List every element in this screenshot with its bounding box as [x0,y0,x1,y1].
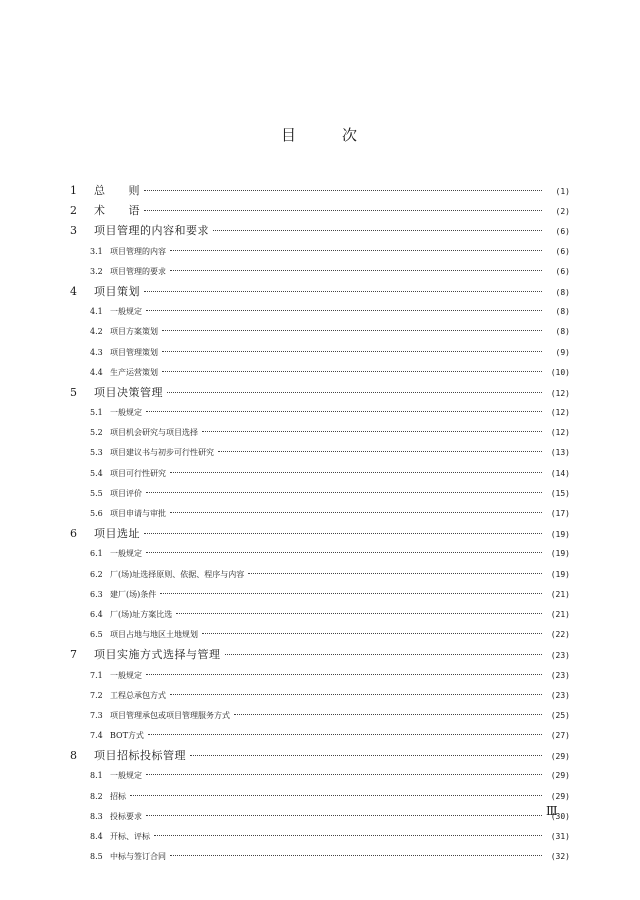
toc-section-row[interactable] [70,484,570,504]
toc-dot-leader [202,633,542,634]
toc-entry-page: (23) [550,651,570,661]
toc-entry-page: (12) [550,388,570,398]
toc-entry-title: 项目管理策划 [110,347,158,357]
toc-entry-title: 一般规定 [110,307,142,317]
toc-entry-number: 3 [70,224,77,238]
toc-entry-title: 项目管理的内容和要求 [94,224,209,238]
toc-dot-leader [202,431,542,432]
toc-entry-title: 项目选址 [94,527,140,541]
toc-entry-number: 6.3 [90,589,103,599]
toc-dot-leader [170,512,542,513]
toc-entry-page: (29) [550,791,570,801]
toc-entry-number: 8.3 [90,811,103,821]
toc-dot-leader [225,654,543,655]
toc-entry-number: 6.1 [90,549,103,559]
toc-entry-title: 生产运营策划 [110,367,158,377]
toc-entry-title: 项目申请与审批 [110,509,166,518]
toc-section-row[interactable] [70,443,570,463]
toc-entry-page: (19) [550,569,570,579]
toc-entry-page: (8) [555,327,570,337]
toc-entry-number: 8 [70,749,77,763]
toc-entry-title: 一般规定 [110,549,142,559]
toc-entry-number: 6.4 [90,609,103,619]
toc-entry-page: (25) [550,710,570,720]
toc-entry-page: (1) [555,187,570,196]
toc-entry-number: 5 [70,385,77,399]
toc-section-row[interactable] [70,565,570,585]
toc-entry-page: (29) [550,752,570,762]
toc-section-row[interactable] [70,807,570,827]
toc-entry-number: 7 [70,648,77,662]
toc-section-row[interactable] [70,726,570,746]
toc-entry-title: 项目建议书与初步可行性研究 [110,448,214,458]
toc-section-row[interactable] [70,847,570,867]
toc-entry-page: (2) [555,207,570,217]
toc-entry-title: 总 则 [94,184,140,197]
toc-section-row[interactable] [70,827,570,847]
toc-section-row[interactable] [70,423,570,443]
toc-section-row[interactable] [70,242,570,262]
toc-dot-leader [170,472,542,473]
toc-entry-page: (13) [550,448,570,458]
toc-entry-title: 项目占地与地区土地规划 [110,630,198,640]
toc-dot-leader [144,190,542,191]
toc-section-row[interactable] [70,766,570,786]
toc-entry-number: 7.2 [90,690,103,700]
toc-entry-title: 厂(场)址方案比选 [110,609,173,619]
toc-entry-number: 5.5 [90,488,103,498]
toc-entry-page: (15) [550,488,570,498]
toc-entry-title: 工程总承包方式 [110,690,166,700]
toc-section-row[interactable] [70,666,570,686]
toc-entry-title: 术 语 [94,204,140,218]
toc-entry-number: 8.1 [90,771,103,781]
toc-entry-page: (8) [555,287,570,297]
toc-entry-number: 4.3 [90,347,103,357]
toc-dot-leader [146,674,542,675]
toc-dot-leader [170,250,542,251]
toc-dot-leader [160,593,542,594]
toc-entry-page: (6) [555,227,570,237]
toc-entry-number: 8.5 [90,852,103,862]
toc-entry-page: (32) [550,852,570,862]
toc-dot-leader [146,310,542,311]
toc-entry-page: (17) [550,509,570,518]
toc-entry-number: 6 [70,527,77,541]
toc-entry-page: (30) [550,811,570,821]
toc-dot-leader [162,371,542,372]
toc-section-row[interactable] [70,605,570,625]
toc-entry-page: (6) [555,266,570,276]
toc-entry-page: (10) [550,367,570,377]
toc-entry-number: 2 [70,204,77,218]
toc-dot-leader [170,270,542,271]
toc-dot-leader [176,613,542,614]
toc-dot-leader [190,755,542,756]
toc-entry-page: (22) [550,630,570,640]
toc-section-row[interactable] [70,544,570,564]
toc-dot-leader [167,392,542,393]
toc-entry-number: 5.4 [90,468,103,478]
toc-section-row[interactable] [70,585,570,605]
toc-entry-title: 一般规定 [110,408,142,418]
toc-chapter-row[interactable] [70,645,570,665]
toc-entry-title: 项目可行性研究 [110,468,166,478]
toc-entry-page: (29) [550,771,570,781]
toc-entry-number: 3.2 [90,266,103,276]
toc-entry-number: 4.4 [90,367,103,377]
toc-dot-leader [170,694,542,695]
toc-entry-number: 5.3 [90,448,103,458]
toc-entry-title: 项目招标投标管理 [94,749,186,763]
toc-entry-title: BOT方式 [110,731,144,741]
toc-dot-leader [162,330,542,331]
toc-entry-title: 项目管理承包或项目管理服务方式 [110,710,230,720]
toc-entry-number: 6.2 [90,569,103,579]
toc-entry-page: (12) [550,408,570,418]
toc-dot-leader [144,291,542,292]
toc-entry-title: 项目策划 [94,284,140,298]
toc-entry-number: 4.2 [90,327,103,337]
title-char-left: 目 [280,126,298,144]
toc-entry-title: 建厂(场)条件 [110,589,157,599]
toc-dot-leader [162,351,542,352]
toc-entry-page: (23) [550,690,570,700]
toc-dot-leader [144,533,542,534]
toc-entry-title: 开标、评标 [110,832,150,841]
toc-entry-title: 项目实施方式选择与管理 [94,648,221,662]
toc-entry-number: 7.4 [90,731,103,741]
toc-chapter-row[interactable] [70,201,570,221]
toc-dot-leader [213,230,542,231]
toc-entry-title: 项目方案策划 [110,327,158,337]
toc-chapter-row[interactable] [70,524,570,544]
toc-section-row[interactable] [70,363,570,383]
title-char-right: 次 [342,126,360,144]
toc-entry-page: (19) [550,549,570,559]
toc-chapter-row[interactable] [70,181,570,201]
toc-entry-number: 1 [70,184,77,197]
toc-dot-leader [130,795,542,796]
toc-entry-number: 5.1 [90,408,103,418]
toc-entry-number: 4.1 [90,307,103,317]
toc-section-row[interactable] [70,262,570,282]
toc-entry-number: 8.2 [90,791,103,801]
toc-dot-leader [218,451,542,452]
toc-section-row[interactable] [70,625,570,645]
toc-section-row[interactable] [70,343,570,363]
toc-dot-leader [154,835,542,836]
toc-dot-leader [170,855,542,856]
toc-entry-title: 项目机会研究与项目选择 [110,428,198,438]
toc-entry-page: (14) [550,468,570,478]
toc-entry-page: (21) [550,609,570,619]
toc-entry-title: 项目管理的内容 [110,246,166,256]
toc-section-row[interactable] [70,403,570,423]
toc-entry-number: 7.1 [90,670,103,680]
toc-entry-number: 7.3 [90,710,103,720]
toc-entry-number: 6.5 [90,630,103,640]
toc-entry-title: 项目决策管理 [94,385,163,399]
toc-dot-leader [146,411,542,412]
page-title [0,124,640,145]
toc-section-row[interactable] [70,464,570,484]
toc-chapter-row[interactable] [70,221,570,241]
toc-entry-page: (23) [550,670,570,680]
toc-entry-page: (8) [555,307,570,317]
toc-entry-title: 中标与签订合同 [110,852,166,862]
toc-entry-title: 项目管理的要求 [110,266,166,276]
toc-chapter-row[interactable] [70,746,570,766]
toc-dot-leader [146,492,542,493]
toc-dot-leader [146,552,542,553]
table-of-contents [70,181,570,867]
toc-entry-number: 4 [70,284,77,298]
toc-entry-title: 厂(场)址选择原则、依据、程序与内容 [110,569,245,579]
page-folio: Ⅲ [546,804,558,818]
toc-dot-leader [144,210,542,211]
toc-section-row[interactable] [70,787,570,807]
toc-entry-page: (21) [550,589,570,599]
toc-entry-page: (27) [550,731,570,741]
toc-entry-title: 一般规定 [110,670,142,680]
toc-dot-leader [146,815,542,816]
toc-entry-number: 3.1 [90,246,103,256]
toc-section-row[interactable] [70,706,570,726]
toc-dot-leader [146,774,542,775]
toc-entry-number: 5.6 [90,509,103,518]
toc-section-row[interactable] [70,302,570,322]
toc-entry-title: 招标 [110,791,126,801]
toc-dot-leader [248,573,542,574]
toc-entry-page: (19) [550,530,570,540]
toc-entry-number: 8.4 [90,832,103,841]
toc-chapter-row[interactable] [70,282,570,302]
toc-entry-page: (9) [555,347,570,357]
toc-entry-title: 投标要求 [110,811,142,821]
toc-section-row[interactable] [70,504,570,524]
toc-entry-page: (6) [555,246,570,256]
toc-chapter-row[interactable] [70,383,570,403]
toc-entry-title: 一般规定 [110,771,142,781]
toc-section-row[interactable] [70,322,570,342]
toc-entry-page: (12) [550,428,570,438]
toc-section-row[interactable] [70,686,570,706]
toc-dot-leader [234,714,542,715]
toc-dot-leader [148,734,542,735]
toc-entry-page: (31) [550,832,570,841]
toc-entry-title: 项目评价 [110,488,142,498]
toc-entry-number: 5.2 [90,428,103,438]
